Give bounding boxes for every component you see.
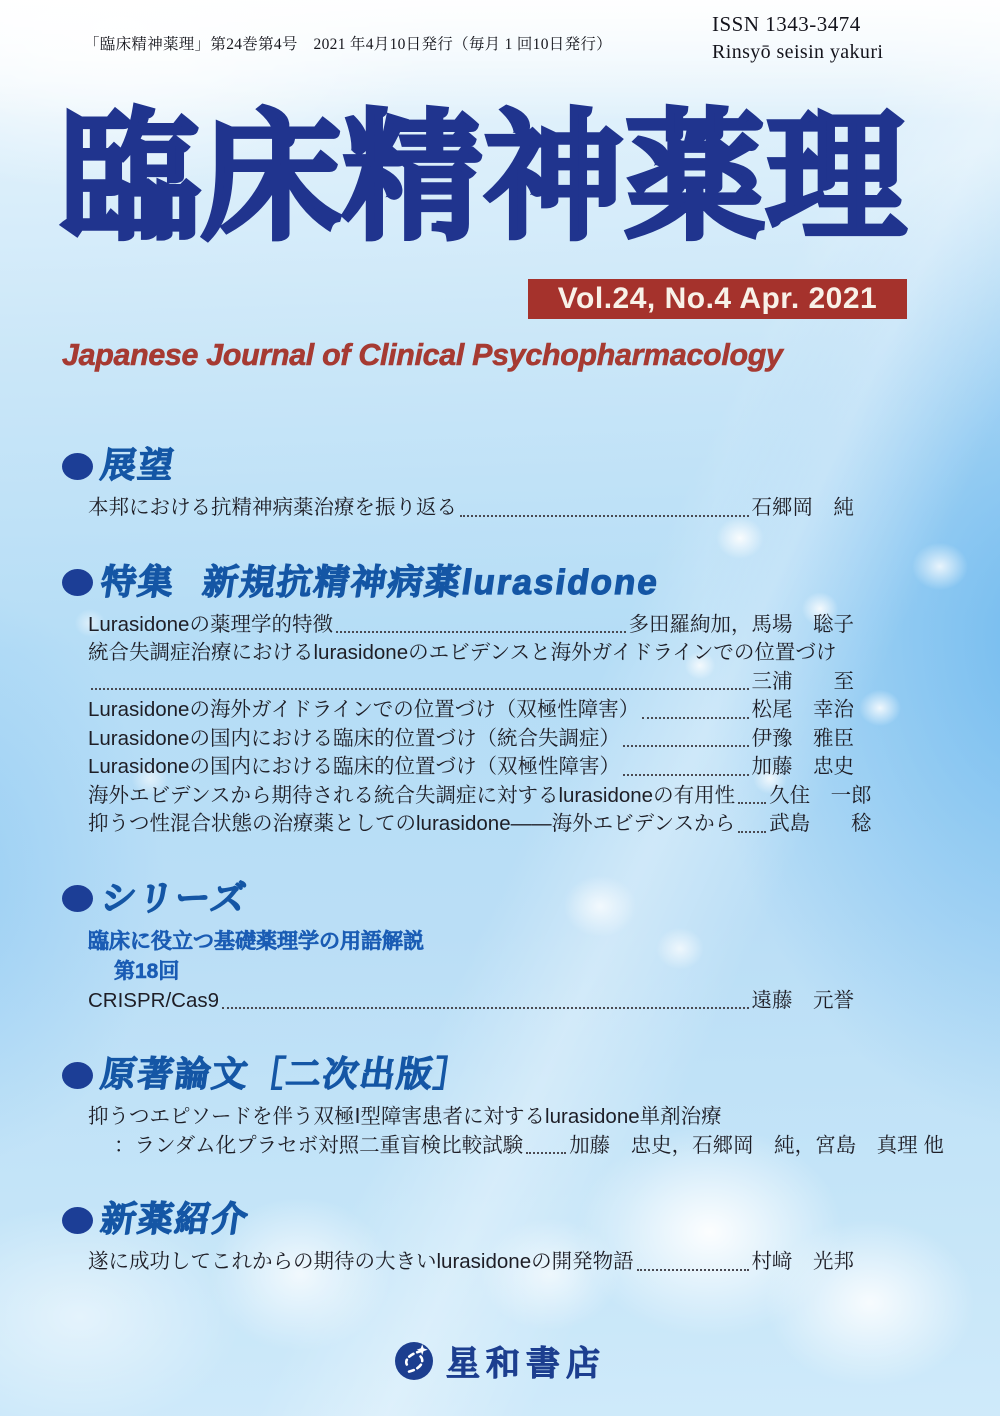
toc-entry	[62, 782, 872, 811]
entry-title: 遂に成功してこれからの期待の大きいlurasidoneの開発物語	[88, 1250, 634, 1273]
section-heading	[62, 1200, 854, 1240]
entry-title: Lurasidoneの国内における臨床的位置づけ（双極性障害）	[88, 755, 620, 778]
dotted-leader	[222, 1007, 748, 1009]
dotted-leader	[738, 831, 766, 833]
toc-section-tokushu	[62, 562, 872, 839]
publisher-name: 星和書店	[446, 1345, 606, 1383]
toc-section-tenbou	[62, 446, 854, 523]
dotted-leader	[637, 1269, 749, 1271]
toc-entry	[62, 1132, 944, 1161]
section-heading	[62, 563, 854, 603]
entry-authors: 遠藤 元誉	[751, 988, 854, 1012]
seiwa-shoten-logo-icon	[394, 1341, 434, 1381]
section-title: 新薬紹介	[98, 1200, 252, 1239]
entry-title: 抑うつ性混合状態の治療薬としてのlurasidone——海外エビデンスから	[88, 812, 736, 835]
entry-title: ：ランダム化プラセボ対照二重盲検比較試験	[114, 1133, 524, 1157]
journal-subtitle-english: Japanese Journal of Clinical Psychopharmacology	[62, 337, 783, 372]
section-title-extra: 新規抗精神病薬lurasidone	[200, 562, 662, 602]
entry-authors: 久住 一郎	[769, 783, 872, 807]
entry-authors: 村﨑 光邦	[751, 1250, 854, 1273]
entry-title: CRISPR/Cas9	[88, 988, 220, 1012]
toc-section-series	[62, 879, 854, 1016]
toc-section-shinyaku	[62, 1200, 854, 1277]
toc-entry	[62, 810, 872, 839]
entry-title: 本邦における抗精神病薬治療を振り返る	[88, 496, 457, 519]
dotted-leader	[526, 1152, 566, 1154]
section-subtitle-line: 臨床に役立つ基礎薬理学の用語解説	[88, 929, 424, 953]
dotted-leader	[738, 802, 766, 804]
toc-entry	[62, 668, 854, 697]
section-heading	[62, 446, 854, 486]
toc-entry	[62, 494, 854, 523]
entry-title: 海外エビデンスから期待される統合失調症に対するlurasidoneの有用性	[88, 783, 736, 807]
section-title: シリーズ	[98, 878, 251, 918]
entry-authors: 多田羅絢加，馬場 聡子	[628, 612, 854, 636]
dotted-leader	[623, 774, 749, 776]
dotted-leader	[336, 631, 626, 633]
section-bullet-icon	[62, 1062, 93, 1089]
section-title: 原著論文［二次出版］	[98, 1055, 474, 1094]
dotted-leader	[460, 515, 749, 517]
section-bullet-icon	[62, 1207, 93, 1234]
section-heading	[62, 1055, 854, 1095]
entry-title: Lurasidoneの海外ガイドラインでの位置づけ（双極性障害）	[88, 698, 640, 721]
toc-entry	[62, 1103, 854, 1132]
entry-authors: 伊豫 雅臣	[751, 726, 854, 750]
section-title: 特集	[98, 562, 178, 602]
journal-title: 臨床精神薬理	[60, 99, 906, 256]
issue-info-line: 「臨床精神薬理」第24巻第4号 2021 年4月10日発行（毎月 1 回10日発行）	[84, 36, 612, 53]
publisher-block	[0, 1336, 1000, 1385]
entry-title: 統合失調症治療におけるlurasidoneのエビデンスと海外ガイドラインでの位置づけ	[88, 641, 837, 664]
entry-authors: 松尾 幸治	[751, 698, 854, 721]
toc-entry	[62, 753, 854, 782]
toc-entry	[62, 987, 854, 1016]
volume-issue-label: Vol.24, No.4 Apr. 2021	[557, 282, 878, 315]
section-title: 展望	[98, 446, 178, 485]
section-bullet-icon	[62, 885, 93, 912]
issn-block	[712, 12, 883, 64]
dotted-leader	[642, 717, 748, 719]
entry-authors: 三浦 至	[751, 669, 854, 693]
entry-authors: 加藤 忠史	[751, 755, 854, 778]
toc-entry	[62, 1248, 854, 1277]
entry-authors: 武島 稔	[769, 812, 872, 835]
dotted-leader	[623, 745, 749, 747]
table-of-contents	[62, 446, 944, 1317]
section-bullet-icon	[62, 453, 93, 480]
section-heading	[62, 879, 854, 919]
toc-entry	[62, 696, 854, 725]
entry-title: Lurasidoneの国内における臨床的位置づけ（統合失調症）	[88, 726, 620, 750]
dotted-leader	[91, 688, 749, 690]
volume-issue-bar	[528, 279, 907, 319]
toc-section-gencho-ronbun	[62, 1055, 944, 1160]
toc-entry	[62, 639, 854, 668]
toc-entry	[62, 611, 854, 640]
issn-number: ISSN 1343-3474	[712, 12, 861, 36]
entry-authors: 石郷岡 純	[751, 496, 854, 519]
entry-title: Lurasidoneの薬理学的特徴	[88, 612, 333, 636]
section-subtitle-line: 第18回	[114, 959, 180, 983]
romanized-title: Rinsyō seisin yakuri	[712, 41, 884, 63]
section-bullet-icon	[62, 569, 93, 596]
entry-authors: 加藤 忠史，石郷岡 純，宮島 真理 他	[569, 1133, 944, 1157]
toc-entry	[62, 725, 854, 754]
entry-title: 抑うつエピソードを伴う双極Ⅰ型障害患者に対するlurasidone単剤治療	[88, 1105, 722, 1128]
